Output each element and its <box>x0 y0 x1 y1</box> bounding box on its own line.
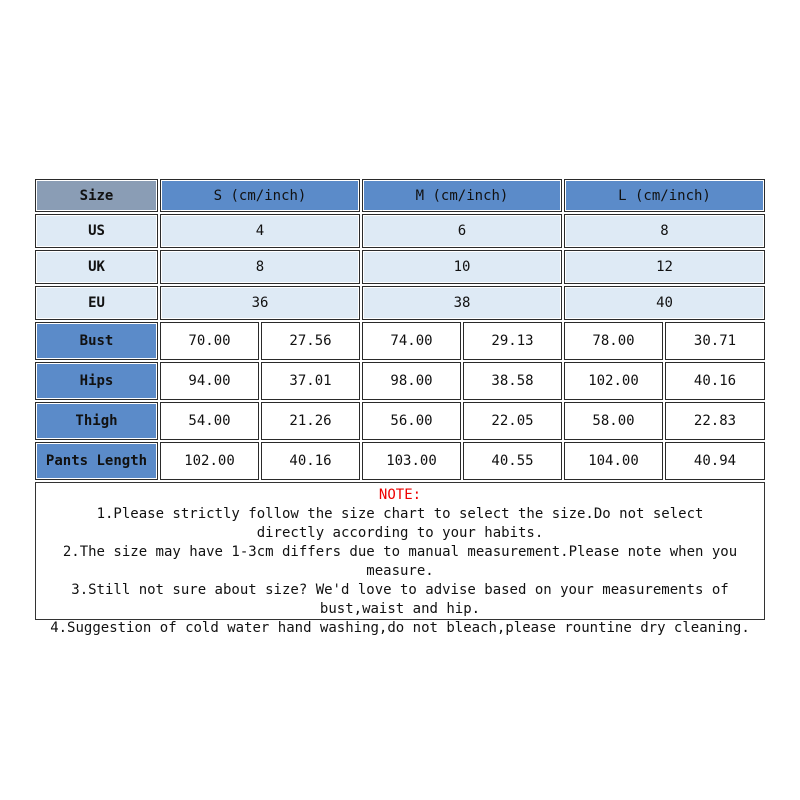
inch-value-cell: 40.55 <box>463 442 562 480</box>
size-column-header: M (cm/inch) <box>362 179 562 212</box>
measurement-label: Hips <box>35 362 158 400</box>
inch-value-cell: 38.58 <box>463 362 562 400</box>
size-value-cell: 40 <box>564 286 765 320</box>
inch-value-cell: 22.83 <box>665 402 765 440</box>
cm-value-cell: 56.00 <box>362 402 461 440</box>
size-value-cell: 10 <box>362 250 562 284</box>
note-box <box>35 482 765 636</box>
cm-value-cell: 54.00 <box>160 402 259 440</box>
cm-value-cell: 98.00 <box>362 362 461 400</box>
row-label: US <box>35 214 158 248</box>
note-line: 3.Still not sure about size? We'd love to advise based on your measurements of bust,waist and hip. <box>71 582 729 617</box>
measurement-label: Thigh <box>35 402 158 440</box>
size-column-header: S (cm/inch) <box>160 179 360 212</box>
inch-value-cell: 40.16 <box>261 442 360 480</box>
row-label: EU <box>35 286 158 320</box>
cm-value-cell: 58.00 <box>564 402 663 440</box>
inch-value-cell: 37.01 <box>261 362 360 400</box>
cm-value-cell: 70.00 <box>160 322 259 360</box>
note-line: 1.Please strictly follow the size chart to select the size.Do not select directly according to your habits. <box>96 506 704 541</box>
cm-value-cell: 94.00 <box>160 362 259 400</box>
inch-value-cell: 21.26 <box>261 402 360 440</box>
inch-value-cell: 40.94 <box>665 442 765 480</box>
inch-value-cell: 22.05 <box>463 402 562 440</box>
size-header-cell: Size <box>35 179 158 212</box>
size-value-cell: 6 <box>362 214 562 248</box>
size-value-cell: 12 <box>564 250 765 284</box>
note-line: 4.Suggestion of cold water hand washing,do not bleach,please rountine dry cleaning. <box>50 620 750 636</box>
size-value-cell: 8 <box>160 250 360 284</box>
measurement-label: Bust <box>35 322 158 360</box>
note-title: NOTE: <box>378 487 422 503</box>
cm-value-cell: 78.00 <box>564 322 663 360</box>
cm-value-cell: 104.00 <box>564 442 663 480</box>
cm-value-cell: 102.00 <box>160 442 259 480</box>
note-line: 2.The size may have 1-3cm differs due to manual measurement.Please note when you measure. <box>62 544 738 579</box>
size-value-cell: 4 <box>160 214 360 248</box>
size-value-cell: 36 <box>160 286 360 320</box>
inch-value-cell: 30.71 <box>665 322 765 360</box>
inch-value-cell: 40.16 <box>665 362 765 400</box>
measurement-label: Pants Length <box>35 442 158 480</box>
cm-value-cell: 102.00 <box>564 362 663 400</box>
cm-value-cell: 103.00 <box>362 442 461 480</box>
cm-value-cell: 74.00 <box>362 322 461 360</box>
size-chart-table <box>35 179 765 480</box>
size-column-header: L (cm/inch) <box>564 179 765 212</box>
row-label: UK <box>35 250 158 284</box>
inch-value-cell: 29.13 <box>463 322 562 360</box>
size-value-cell: 38 <box>362 286 562 320</box>
inch-value-cell: 27.56 <box>261 322 360 360</box>
size-value-cell: 8 <box>564 214 765 248</box>
